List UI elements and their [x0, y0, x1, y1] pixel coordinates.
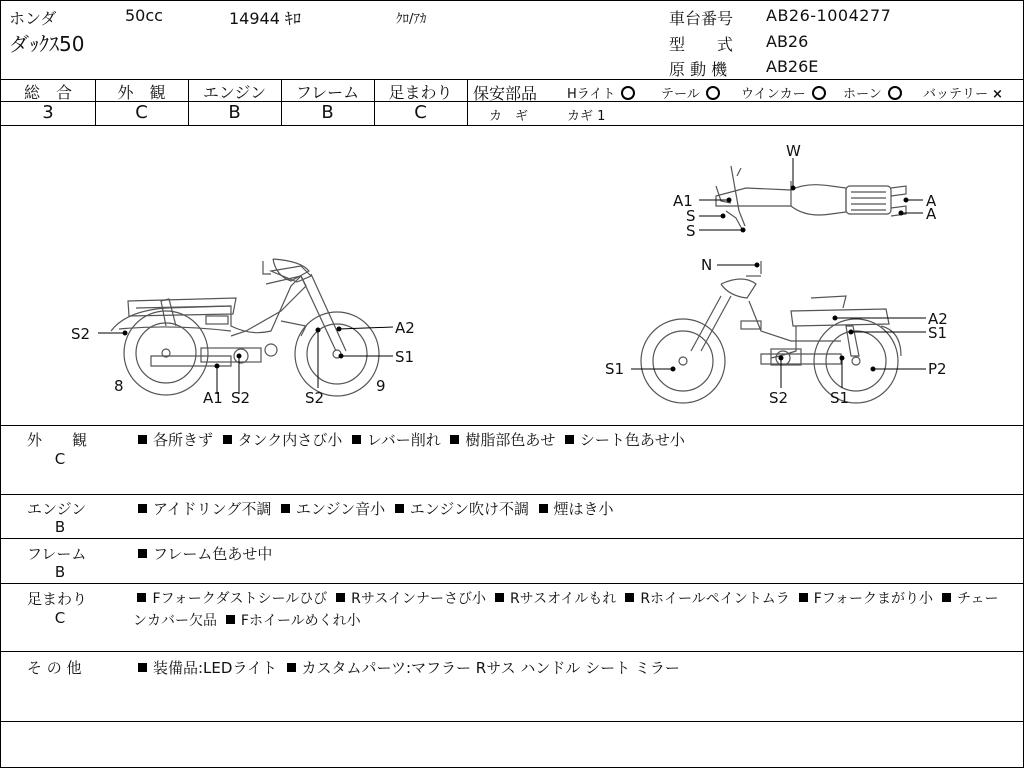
callout-label: A2	[928, 310, 948, 328]
callout-label: S2	[769, 389, 789, 407]
remark-category: 外 観	[27, 431, 88, 449]
safety-title: 保安部品	[473, 84, 538, 103]
frame-no: AB26-1004277	[766, 6, 892, 25]
callout-label: A	[926, 205, 937, 223]
mileage: 14944 ｷﾛ	[229, 9, 301, 28]
rating-value-frame: B	[321, 102, 334, 123]
remark-category: 足まわり	[27, 590, 88, 608]
rating-label-suspension: 足まわり	[388, 83, 453, 102]
callout-label: P2	[928, 360, 947, 378]
divider	[1, 583, 1023, 584]
callout-label: S1	[830, 389, 850, 407]
type-label: 型 式	[669, 35, 734, 54]
bike-diagram	[1, 126, 1023, 424]
remark-category: フレーム	[27, 545, 87, 563]
rating-value-suspension: C	[414, 102, 427, 123]
safety-item-horn: ホーン	[843, 83, 902, 102]
remark-grade: B	[54, 563, 66, 581]
callout-label: S2	[231, 389, 251, 407]
divider	[1, 494, 1023, 495]
rating-label-overall: 総 合	[23, 83, 72, 102]
rating-value-overall: 3	[42, 102, 54, 123]
rating-label-frame: フレーム	[295, 83, 360, 102]
safety-item-headlight: Hライト	[567, 83, 635, 102]
divider	[467, 79, 468, 125]
callout-label: S1	[395, 348, 415, 366]
frame-no-label: 車台番号	[669, 9, 734, 28]
ok-circle-icon	[812, 86, 826, 100]
maker: ホンダ	[9, 9, 57, 28]
engine-label: 原 動 機	[669, 60, 728, 79]
key-label: カ ギ	[489, 109, 529, 124]
divider	[1, 721, 1023, 722]
safety-item-battery: バッテリー ×	[923, 87, 1003, 102]
remark-category: エンジン	[27, 500, 87, 518]
rating-value-exterior: C	[135, 102, 148, 123]
callout-label: S1	[605, 360, 625, 378]
displacement: 50cc	[125, 6, 163, 25]
remark-grade: B	[54, 518, 66, 536]
callout-label: W	[786, 142, 801, 160]
callout-label: S	[686, 222, 696, 240]
callout-label: A2	[395, 319, 415, 337]
ok-circle-icon	[888, 86, 902, 100]
rating-label-exterior: 外 観	[117, 83, 166, 102]
callout-label: S2	[305, 389, 325, 407]
engine-value: AB26E	[766, 57, 819, 76]
callout-label: 8	[114, 377, 124, 395]
ng-cross-icon: ×	[992, 87, 1003, 102]
remark-category: そ の 他	[27, 659, 82, 677]
color: ｸﾛ/ｱｶ	[396, 12, 427, 27]
rating-value-engine: B	[228, 102, 241, 123]
divider	[1, 425, 1023, 426]
remark-grade: C	[54, 450, 66, 468]
callout-label: S1	[928, 324, 948, 342]
remark-items-engine: アイドリング不調 エンジン音小 エンジン吹け不調 煙はき小	[138, 498, 614, 519]
callout-label: S2	[71, 325, 91, 343]
rating-label-engine: エンジン	[202, 83, 267, 102]
remark-grade: C	[54, 609, 66, 627]
ok-circle-icon	[621, 86, 635, 100]
callout-label: A	[926, 192, 937, 210]
key-value: カギ 1	[567, 109, 606, 124]
callout-label: A1	[673, 192, 693, 210]
remark-items-exterior: 各所きず タンク内さび小 レバー削れ 樹脂部色あせ シート色あせ小	[138, 429, 685, 450]
remark-items-suspension: Fフォークダストシールひび Rサスインナーさび小 Rサスオイルもれ Rホイールペイントムラ Fフォークまがり小 チェーンカバー欠品 Fホイールめくれ小	[133, 591, 999, 629]
remark-items-frame: フレーム色あせ中	[138, 543, 272, 564]
callout-label: N	[701, 256, 713, 274]
type-value: AB26	[766, 32, 809, 51]
callout-label: A1	[203, 389, 223, 407]
callout-label: S	[686, 207, 696, 225]
callout-label: 9	[376, 377, 386, 395]
divider	[1, 538, 1023, 539]
model-name: ダｯｸｽ50	[9, 32, 85, 56]
safety-item-winker: ウインカー	[741, 83, 826, 102]
remark-items-other: 装備品:LEDライト カスタムパーツ:マフラー Rサス ハンドル シート ミラー	[138, 657, 680, 678]
divider	[1, 651, 1023, 652]
safety-item-tail: テール	[661, 83, 720, 102]
ok-circle-icon	[706, 86, 720, 100]
bike-top-view	[716, 166, 906, 231]
